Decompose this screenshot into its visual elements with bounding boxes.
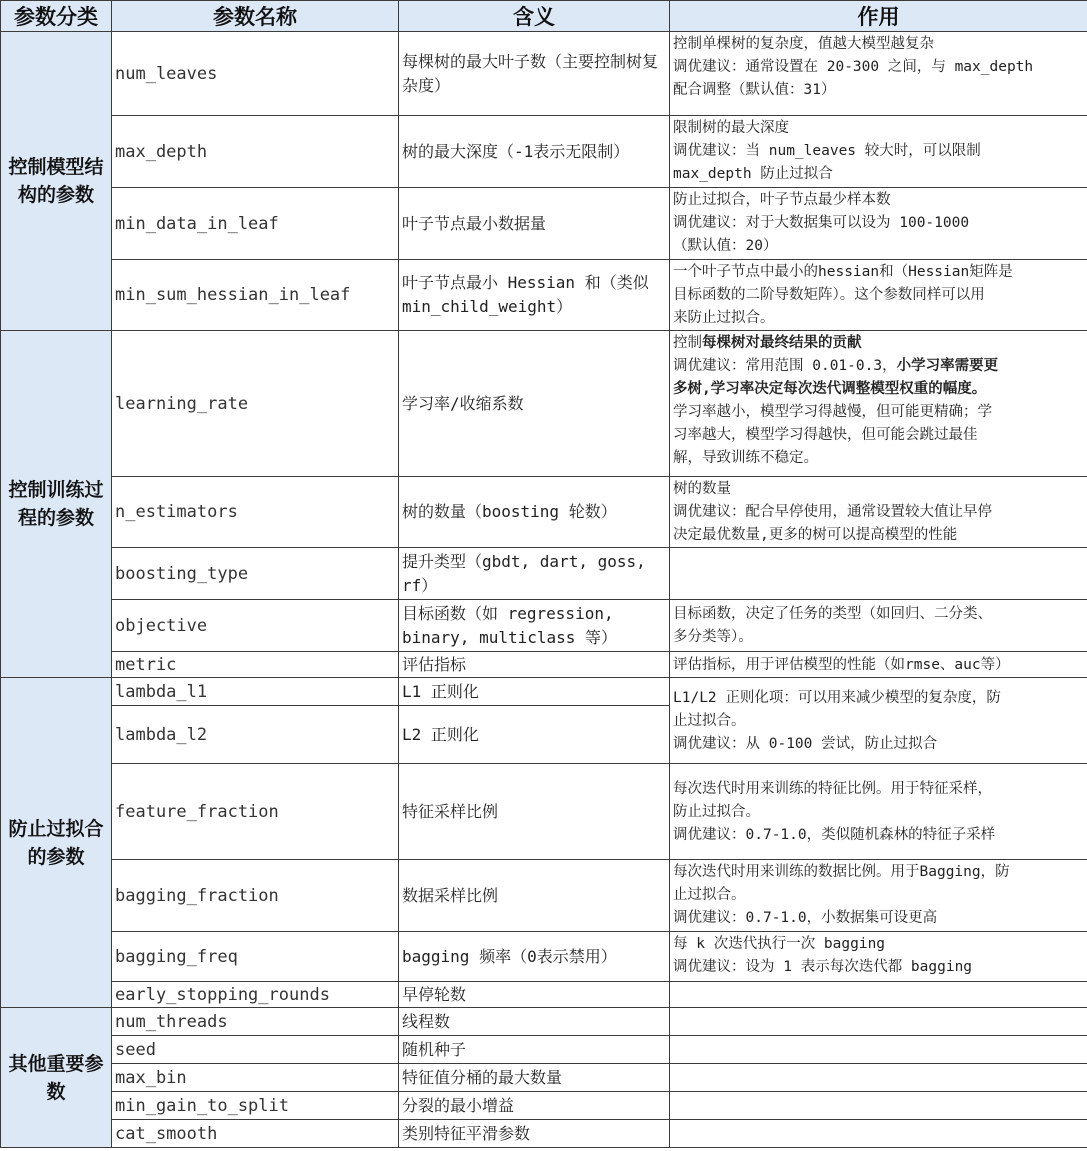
param-effect xyxy=(670,678,1087,764)
table-row xyxy=(1,982,1087,1008)
header-row xyxy=(1,1,1087,32)
effect-bold: 小学习率需要更 xyxy=(896,358,999,374)
category-overfit: 防止过拟合的参数 xyxy=(1,678,112,1008)
category-training: 控制训练过程的参数 xyxy=(1,331,112,678)
param-meaning: 随机种子 xyxy=(399,1036,670,1064)
param-name: max_depth xyxy=(112,116,399,188)
table-row xyxy=(1,32,1087,116)
param-effect xyxy=(670,860,1087,932)
param-meaning: 分裂的最小增益 xyxy=(399,1092,670,1120)
effect-line: 多分类等）。 xyxy=(673,629,753,645)
param-name: min_gain_to_split xyxy=(112,1092,399,1120)
effect-line: （默认值：20） xyxy=(673,238,778,254)
param-name: early_stopping_rounds xyxy=(112,982,399,1008)
effect-line: 树的数量 xyxy=(673,481,731,497)
param-meaning: 树的数量（boosting 轮数） xyxy=(399,477,670,548)
param-name: learning_rate xyxy=(112,331,399,477)
effect-line: 防止过拟合，叶子节点最少样本数 xyxy=(673,192,891,208)
effect-line: 防止过拟合。 xyxy=(673,803,760,820)
param-meaning: 叶子节点最小 Hessian 和（类似 min_child_weight） xyxy=(399,260,670,331)
param-effect xyxy=(670,1120,1087,1148)
param-meaning: bagging 频率（0表示禁用） xyxy=(399,932,670,982)
effect-line: 决定最优数量,更多的树可以提高模型的性能 xyxy=(673,527,958,543)
param-name: lambda_l1 xyxy=(112,678,399,706)
table-row xyxy=(1,548,1087,600)
effect-line: 每次迭代时用来训练的特征比例。用于特征采样， xyxy=(673,780,992,797)
param-effect xyxy=(670,188,1087,260)
param-effect xyxy=(670,477,1087,548)
param-meaning: 评估指标 xyxy=(399,652,670,678)
effect-bold: 多树,学习率决定每次迭代调整模型权重的幅度。 xyxy=(673,381,987,397)
table-row xyxy=(1,1008,1087,1036)
param-name: feature_fraction xyxy=(112,764,399,860)
effect-line: 调优建议：设为 1 表示每次迭代都 bagging xyxy=(673,959,973,975)
table-row xyxy=(1,932,1087,982)
effect-line: 解，导致训练不稳定。 xyxy=(673,450,818,466)
param-name: bagging_freq xyxy=(112,932,399,982)
param-effect xyxy=(670,764,1087,860)
param-name: n_estimators xyxy=(112,477,399,548)
effect-line: 调优建议：0.7-1.0，类似随机森林的特征子采样 xyxy=(673,826,996,843)
effect-line: 每次迭代时用来训练的数据比例。用于Bagging，防 xyxy=(673,864,1010,880)
table-row xyxy=(1,1120,1087,1148)
effect-line: L1/L2 正则化项：可以用来减少模型的复杂度，防 xyxy=(673,689,1001,706)
effect-line: 调优建议：从 0-100 尝试，防止过拟合 xyxy=(673,735,938,752)
param-name: metric xyxy=(112,652,399,678)
param-effect xyxy=(670,260,1087,331)
param-effect xyxy=(670,1092,1087,1120)
effect-line: 限制树的最大深度 xyxy=(673,120,789,136)
effect-line: 评估指标，用于评估模型的性能（如rmse、auc等） xyxy=(673,656,1010,673)
table-row xyxy=(1,1092,1087,1120)
param-name: cat_smooth xyxy=(112,1120,399,1148)
param-name: num_leaves xyxy=(112,32,399,116)
effect-line: 控制单棵树的复杂度，值越大模型越复杂 xyxy=(673,36,934,52)
effect-line: 调优建议：当 num_leaves 较大时，可以限制 xyxy=(673,143,981,159)
param-name: boosting_type xyxy=(112,548,399,600)
effect-line: 调优建议：0.7-1.0，小数据集可设更高 xyxy=(673,910,938,926)
table-row xyxy=(1,260,1087,331)
effect-line: 学习率越小，模型学习得越慢，但可能更精确；学 xyxy=(673,404,992,420)
category-other: 其他重要参数 xyxy=(1,1008,112,1148)
param-meaning: 类别特征平滑参数 xyxy=(399,1120,670,1148)
effect-line: 每 k 次迭代执行一次 bagging xyxy=(673,936,886,952)
param-effect xyxy=(670,331,1087,477)
effect-bold: 每棵树对最终结果的贡献 xyxy=(702,335,862,351)
effect-line: 调优建议：对于大数据集可以设为 100-1000 xyxy=(673,215,970,231)
header-name: 参数名称 xyxy=(112,1,399,32)
param-meaning: 特征采样比例 xyxy=(399,764,670,860)
param-meaning: 特征值分桶的最大数量 xyxy=(399,1064,670,1092)
effect-line: 调优建议：配合早停使用，通常设置较大值让早停 xyxy=(673,504,992,520)
param-name: objective xyxy=(112,600,399,652)
table-row xyxy=(1,116,1087,188)
effect-line: 止过拟合。 xyxy=(673,712,746,729)
table-row xyxy=(1,678,1087,706)
effect-line: 目标函数，决定了任务的类型（如回归、二分类、 xyxy=(673,606,992,622)
effect-line: max_depth 防止过拟合 xyxy=(673,166,833,182)
param-effect xyxy=(670,982,1087,1008)
header-category: 参数分类 xyxy=(1,1,112,32)
table-row xyxy=(1,1036,1087,1064)
effect-line: 一个叶子节点中最小的hessian和（Hessian矩阵是 xyxy=(673,264,1013,280)
param-effect xyxy=(670,1008,1087,1036)
table-row xyxy=(1,1064,1087,1092)
effect-line: 来防止过拟合。 xyxy=(673,310,775,326)
param-meaning: 每棵树的最大叶子数（主要控制树复杂度） xyxy=(399,32,670,116)
effect-line: 调优建议：通常设置在 20-300 之间，与 max_depth xyxy=(673,59,1034,75)
param-meaning: 线程数 xyxy=(399,1008,670,1036)
header-effect: 作用 xyxy=(670,1,1087,32)
effect-line: 控制每棵树对最终结果的贡献 xyxy=(673,335,862,351)
effect-line xyxy=(673,378,1084,401)
table-row xyxy=(1,764,1087,860)
effect-line: 目标函数的二阶导数矩阵）。这个参数同样可以用 xyxy=(673,287,985,303)
param-effect xyxy=(670,32,1087,116)
table-row xyxy=(1,600,1087,652)
param-meaning: 树的最大深度（-1表示无限制） xyxy=(399,116,670,188)
param-meaning: 早停轮数 xyxy=(399,982,670,1008)
param-name: seed xyxy=(112,1036,399,1064)
category-structure: 控制模型结构的参数 xyxy=(1,32,112,331)
table-row xyxy=(1,652,1087,678)
param-meaning: 提升类型（gbdt, dart, goss, rf） xyxy=(399,548,670,600)
param-effect xyxy=(670,548,1087,600)
param-name: lambda_l2 xyxy=(112,706,399,764)
param-name: max_bin xyxy=(112,1064,399,1092)
param-name: min_sum_hessian_in_leaf xyxy=(112,260,399,331)
param-name: num_threads xyxy=(112,1008,399,1036)
param-effect xyxy=(670,1036,1087,1064)
header-meaning: 含义 xyxy=(399,1,670,32)
effect-line: 止过拟合。 xyxy=(673,887,746,903)
param-effect xyxy=(670,652,1087,678)
param-name: min_data_in_leaf xyxy=(112,188,399,260)
param-name: bagging_fraction xyxy=(112,860,399,932)
effect-line: 习率越大，模型学习得越快，但可能会跳过最佳 xyxy=(673,427,978,443)
table-row xyxy=(1,331,1087,477)
param-meaning: 学习率/收缩系数 xyxy=(399,331,670,477)
param-effect xyxy=(670,600,1087,652)
param-effect xyxy=(670,932,1087,982)
param-meaning: 数据采样比例 xyxy=(399,860,670,932)
param-meaning: L2 正则化 xyxy=(399,706,670,764)
effect-line: 调优建议：常用范围 0.01-0.3，小学习率需要更 xyxy=(673,358,999,374)
param-meaning: 叶子节点最小数据量 xyxy=(399,188,670,260)
effect-line: 配合调整（默认值：31） xyxy=(673,82,836,98)
param-effect xyxy=(670,1064,1087,1092)
table-row xyxy=(1,477,1087,548)
table-row xyxy=(1,188,1087,260)
param-meaning: L1 正则化 xyxy=(399,678,670,706)
table-row xyxy=(1,860,1087,932)
param-meaning: 目标函数（如 regression, binary, multiclass 等） xyxy=(399,600,670,652)
param-effect xyxy=(670,116,1087,188)
